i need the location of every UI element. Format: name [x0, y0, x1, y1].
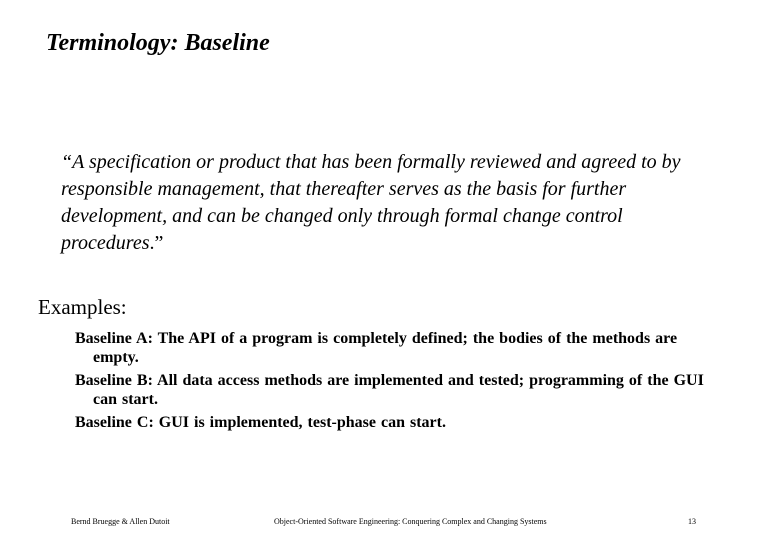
footer-page-number: 13: [688, 517, 696, 526]
slide-title: Terminology: Baseline: [46, 30, 270, 56]
definition-text: A specification or product that has been formally reviewed and agreed to by responsible management, that thereafter serves as the basis for further development, and can be changed only through formal change control procedures: [61, 151, 681, 254]
baseline-definition-quote: [61, 149, 721, 257]
footer-book-title: Object-Oriented Software Engineering: Conquering Complex and Changing Systems: [274, 517, 547, 526]
example-baseline-c: Baseline C: GUI is implemented, test-phase can start.: [75, 414, 446, 431]
example-baseline-b: Baseline B: All data access methods are implemented and tested; programming of the GUI can start.: [75, 372, 704, 408]
footer-authors: Bernd Bruegge & Allen Dutoit: [71, 517, 170, 526]
examples-list: [75, 329, 725, 436]
definition-open-quote: “: [61, 151, 73, 173]
definition-close-quote: .”: [149, 232, 164, 254]
example-baseline-a: Baseline A: The API of a program is completely defined; the bodies of the methods are empty.: [75, 330, 678, 366]
examples-heading: Examples:: [38, 295, 127, 319]
